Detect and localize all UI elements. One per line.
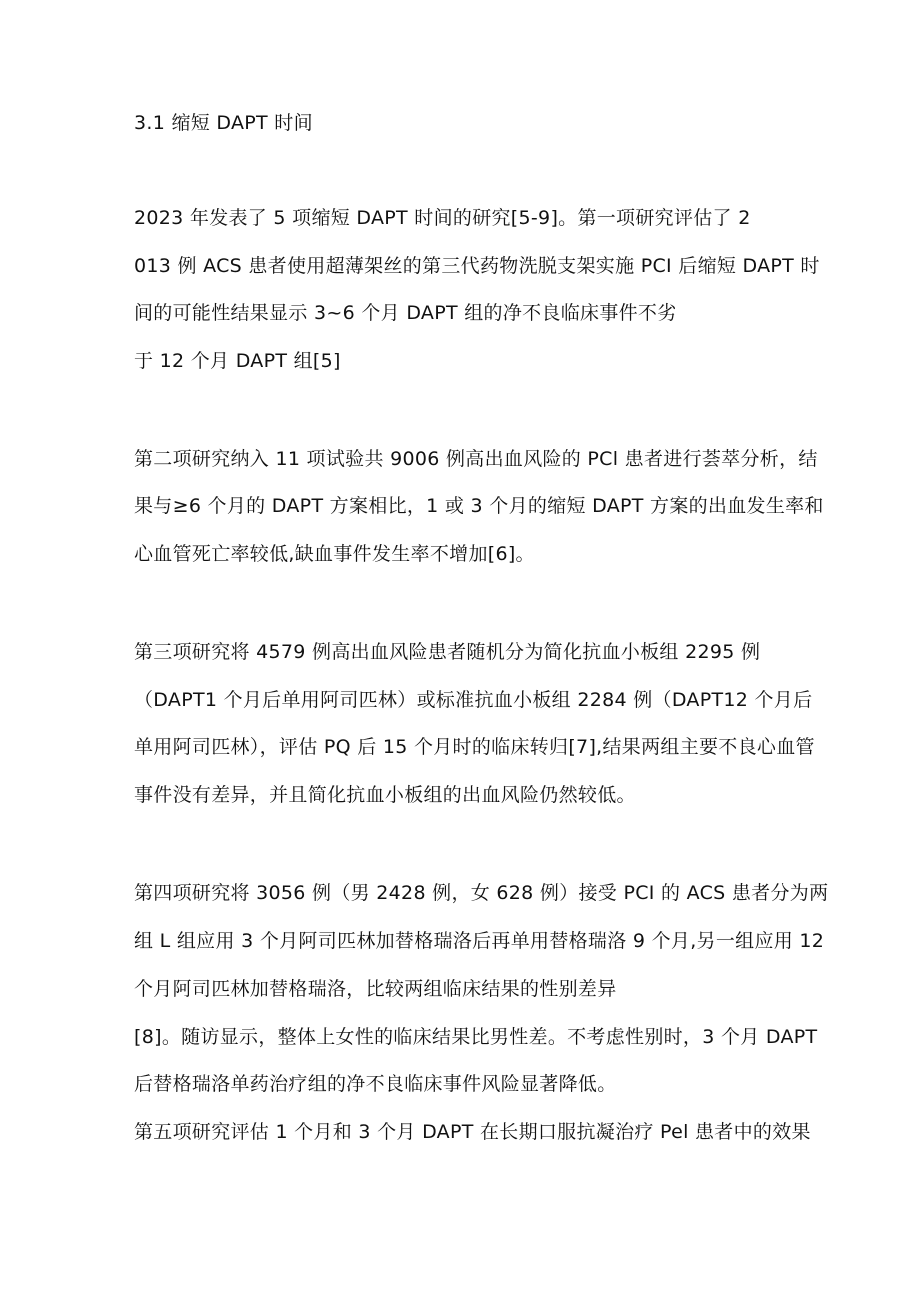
text-line: 第四项研究将 3056 例（男 2428 例，女 628 例）接受 PCI 的 ACS 患者分为两 <box>134 882 829 904</box>
text-line: 单用阿司匹林），评估 PQ 后 15 个月时的临床转归[7],结果两组主要不良心血管 <box>134 736 815 758</box>
text-line: 第三项研究将 4579 例高出血风险患者随机分为简化抗血小板组 2295 例 <box>134 641 761 663</box>
text-line: 后替格瑞洛单药治疗组的净不良临床事件风险显著降低。 <box>134 1073 617 1095</box>
section-heading: 3.1 缩短 DAPT 时间 <box>134 112 313 134</box>
text-line: （DAPT1 个月后单用阿司匹林）或标准抗血小板组 2284 例（DAPT12 个月后 <box>134 689 813 711</box>
text-line: 于 12 个月 DAPT 组[5] <box>134 350 341 372</box>
text-line: 2023 年发表了 5 项缩短 DAPT 时间的研究[5-9]。第一项研究评估了 2 <box>134 207 751 229</box>
text-line: 013 例 ACS 患者使用超薄架丝的第三代药物洗脱支架实施 PCI 后缩短 DAPT 时 <box>134 255 820 277</box>
text-line: 心血管死亡率较低,缺血事件发生率不增加[6]。 <box>134 543 535 565</box>
text-line: 间的可能性结果显示 3~6 个月 DAPT 组的净不良临床事件不劣 <box>134 302 677 324</box>
text-line: 第五项研究评估 1 个月和 3 个月 DAPT 在长期口服抗凝治疗 Pel 患者中的效果 <box>134 1121 811 1143</box>
text-line: 组 L 组应用 3 个月阿司匹林加替格瑞洛后再单用替格瑞洛 9 个月,另一组应用 12 <box>134 930 825 952</box>
text-line: [8]。随访显示，整体上女性的临床结果比男性差。不考虑性别时，3 个月 DAPT <box>134 1026 818 1048</box>
text-line: 第二项研究纳入 11 项试验共 9006 例高出血风险的 PCl 患者进行荟萃分析，结 <box>134 448 818 470</box>
text-line: 事件没有差异，并且简化抗血小板组的出血风险仍然较低。 <box>134 784 636 806</box>
text-line: 果与≥6 个月的 DAPT 方案相比，1 或 3 个月的缩短 DAPT 方案的出血发生率和 <box>134 495 824 517</box>
text-line: 个月阿司匹林加替格瑞洛，比较两组临床结果的性别差异 <box>134 978 617 1000</box>
